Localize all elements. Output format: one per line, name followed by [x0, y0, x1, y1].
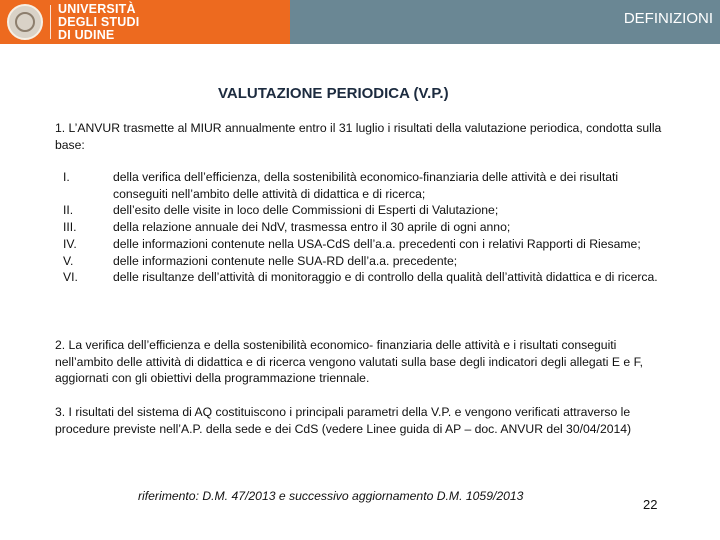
university-name [58, 3, 139, 42]
list-item [55, 202, 670, 219]
list-item-text: della relazione annuale dei NdV, trasmessa entro il 30 aprile di ogni anno; [113, 220, 511, 235]
list-item [55, 269, 670, 286]
reference-note: riferimento: D.M. 47/2013 e successivo aggiornamento D.M. 1059/2013 [138, 489, 524, 503]
list-item-text: delle informazioni contenute nelle SUA-RD dell’a.a. precedente; [113, 253, 458, 268]
university-logo [0, 0, 290, 44]
header-bar [0, 0, 720, 44]
list-item-number: III. [63, 220, 77, 235]
list-item-text: dell’esito delle visite in loco delle Commissioni di Esperti di Valutazione; [113, 203, 499, 218]
section-title: DEFINIZIONI [623, 10, 713, 27]
criteria-list [55, 169, 670, 286]
list-item [55, 253, 670, 270]
list-item-number: IV. [63, 236, 77, 251]
paragraph-verification: 2. La verifica dell’efficienza e della sostenibilità economico- finanziaria delle attività e i risultati conseguiti nell’ambito delle attività di didattica e di ricerca vengono valutati sulla base degli indicatori degli allegati E e F, aggiornati con gli obiettivi della programmazione triennale. [55, 338, 644, 386]
page-number: 22 [643, 497, 658, 512]
list-item-text: delle risultanze dell’attività di monitoraggio e di controllo della qualità dell’attività didattica e di ricerca. [113, 270, 658, 285]
list-item-text: delle informazioni contenute nella USA-CdS dell’a.a. precedenti con i relativi Rapporti di Riesame; [113, 236, 641, 251]
intro-paragraph: 1. L’ANVUR trasmette al MIUR annualmente entro il 31 luglio i risultati della valutazione periodica, condotta sulla base: [55, 121, 662, 152]
paragraph-aq-results: 3. I risultati del sistema di AQ costituiscono i principali parametri della V.P. e vengono verificati attraverso le procedure previste nell’A.P. della sede e dei CdS (vedere Linee guida di AP – doc. ANVUR del 30/04/2014) [55, 405, 632, 436]
list-item-number: II. [63, 203, 74, 218]
list-item-text: della verifica dell’efficienza, della sostenibilità economico-finanziaria delle attività e dei risultati conseguiti nell’ambito delle attività di didattica e di ricerca; [113, 170, 619, 201]
university-name-line: DI UDINE [58, 28, 115, 42]
university-name-line: DEGLI STUDI [58, 15, 140, 29]
slide-title: VALUTAZIONE PERIODICA (V.P.) [218, 85, 449, 102]
university-name-line: UNIVERSITÀ [58, 2, 136, 16]
list-item [55, 169, 670, 202]
list-item-number: I. [63, 170, 70, 184]
logo-divider [50, 5, 51, 39]
list-item [55, 219, 670, 236]
list-item-number: V. [63, 253, 74, 268]
university-seal-icon [7, 4, 43, 40]
list-item-number: VI. [63, 270, 78, 285]
list-item [55, 236, 670, 253]
